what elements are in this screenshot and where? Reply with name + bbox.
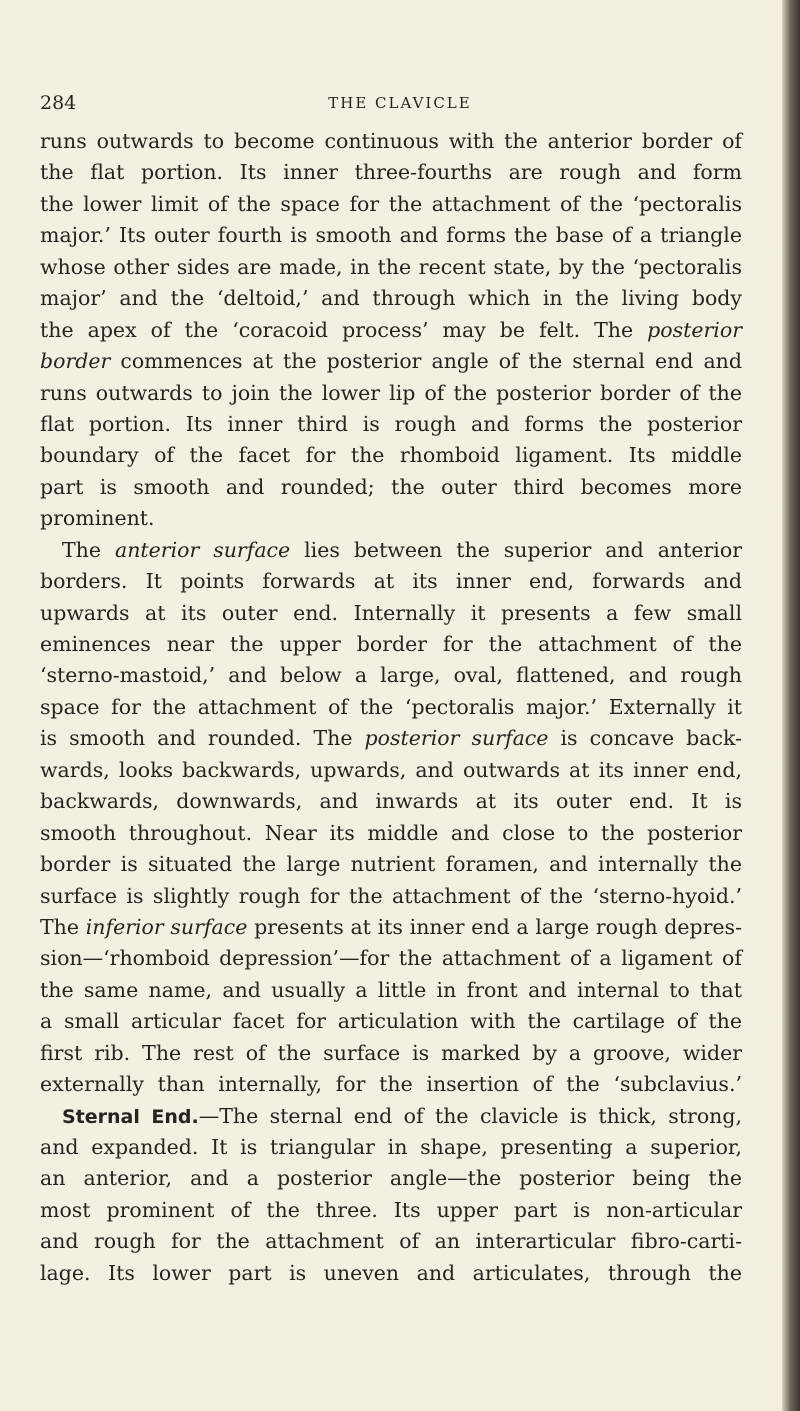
text-line: whose other sides are made, in the recent state, by the ‘pectoralis (40, 254, 742, 279)
text-line: prominent. (40, 506, 155, 531)
italic-term: posterior surface (364, 726, 549, 751)
text-line: border commences at the posterior angle of the sternal end and (40, 349, 742, 374)
text-line: major’ and the ‘deltoid,’ and through which in the living body (40, 286, 742, 311)
text-line: wards, looks backwards, upwards, and outwards at its inner end, (40, 757, 742, 782)
text-line: upwards at its outer end. Internally it presents a few small (40, 600, 742, 625)
text-line: lage. Its lower part is uneven and articulates, through the (40, 1260, 742, 1285)
body-text (40, 126, 742, 1289)
text-line: most prominent of the three. Its upper part is non-articular (40, 1197, 742, 1222)
running-head (40, 92, 760, 116)
text-line: backwards, downwards, and inwards at its outer end. It is (40, 789, 742, 814)
text-line: is smooth and rounded. The posterior surface is concave back- (40, 726, 742, 751)
text-line: borders. It points forwards at its inner end, forwards and (40, 569, 742, 594)
text-line: The inferior surface presents at its inner end a large rough depres- (40, 914, 743, 939)
text-line: space for the attachment of the ‘pectoralis major.’ Externally it (40, 694, 742, 719)
text-line: and expanded. It is triangular in shape, presenting a superior, (40, 1135, 742, 1159)
page-edge-shadow (782, 0, 800, 1411)
page-number: 284 (40, 92, 77, 114)
text-line: runs outwards to become continuous with the anterior border of (40, 129, 742, 153)
text-line: runs outwards to join the lower lip of the posterior border of the (40, 380, 742, 405)
italic-term: border (40, 349, 111, 374)
text-line: externally than internally, for the insertion of the ‘subclavius.’ (40, 1072, 742, 1097)
text-line: border is situated the large nutrient foramen, and internally the (40, 852, 742, 877)
text-line: part is smooth and rounded; the outer third becomes more (40, 474, 742, 499)
running-title: THE CLAVICLE (328, 94, 472, 112)
text-line: ‘sterno-mastoid,’ and below a large, oval, flattened, and rough (40, 663, 742, 688)
text-line: eminences near the upper border for the attachment of the (40, 632, 742, 656)
text-line: an anterior, and a posterior angle—the posterior being the (40, 1166, 742, 1191)
text-line: boundary of the facet for the rhomboid ligament. Its middle (40, 443, 742, 468)
text-line: the apex of the ‘coracoid process’ may be felt. The posterior (40, 317, 742, 342)
section-heading-sternal-end: Sternal End. (62, 1105, 199, 1128)
text-line: major.’ Its outer fourth is smooth and forms the base of a triangle (40, 223, 742, 248)
text-line: surface is slightly rough for the attachment of the ‘sterno-hyoid.’ (40, 883, 742, 908)
text-line: a small articular facet for articulation with the cartilage of the (40, 1009, 742, 1034)
italic-term: posterior (647, 317, 742, 342)
italic-term: anterior surface (114, 537, 291, 562)
text-line: sion—‘rhomboid depression’—for the attachment of a ligament of (40, 946, 742, 971)
text-line: The anterior surface lies between the superior and anterior (62, 537, 742, 562)
text-line: flat portion. Its inner third is rough and forms the posterior (40, 411, 742, 436)
text-line: the lower limit of the space for the attachment of the ‘pectoralis (40, 191, 742, 216)
text-line: and rough for the attachment of an interarticular fibro-carti- (40, 1229, 742, 1254)
italic-term: inferior surface (85, 914, 248, 939)
text-line: the same name, and usually a little in front and internal to that (40, 977, 742, 1002)
text-line: the flat portion. Its inner three-fourths are rough and form (40, 160, 742, 185)
text-line: smooth throughout. Near its middle and close to the posterior (40, 820, 742, 845)
text-line: first rib. The rest of the surface is marked by a groove, wider (40, 1040, 742, 1065)
text-line: Sternal End.—The sternal end of the clavicle is thick, strong, (62, 1103, 743, 1128)
